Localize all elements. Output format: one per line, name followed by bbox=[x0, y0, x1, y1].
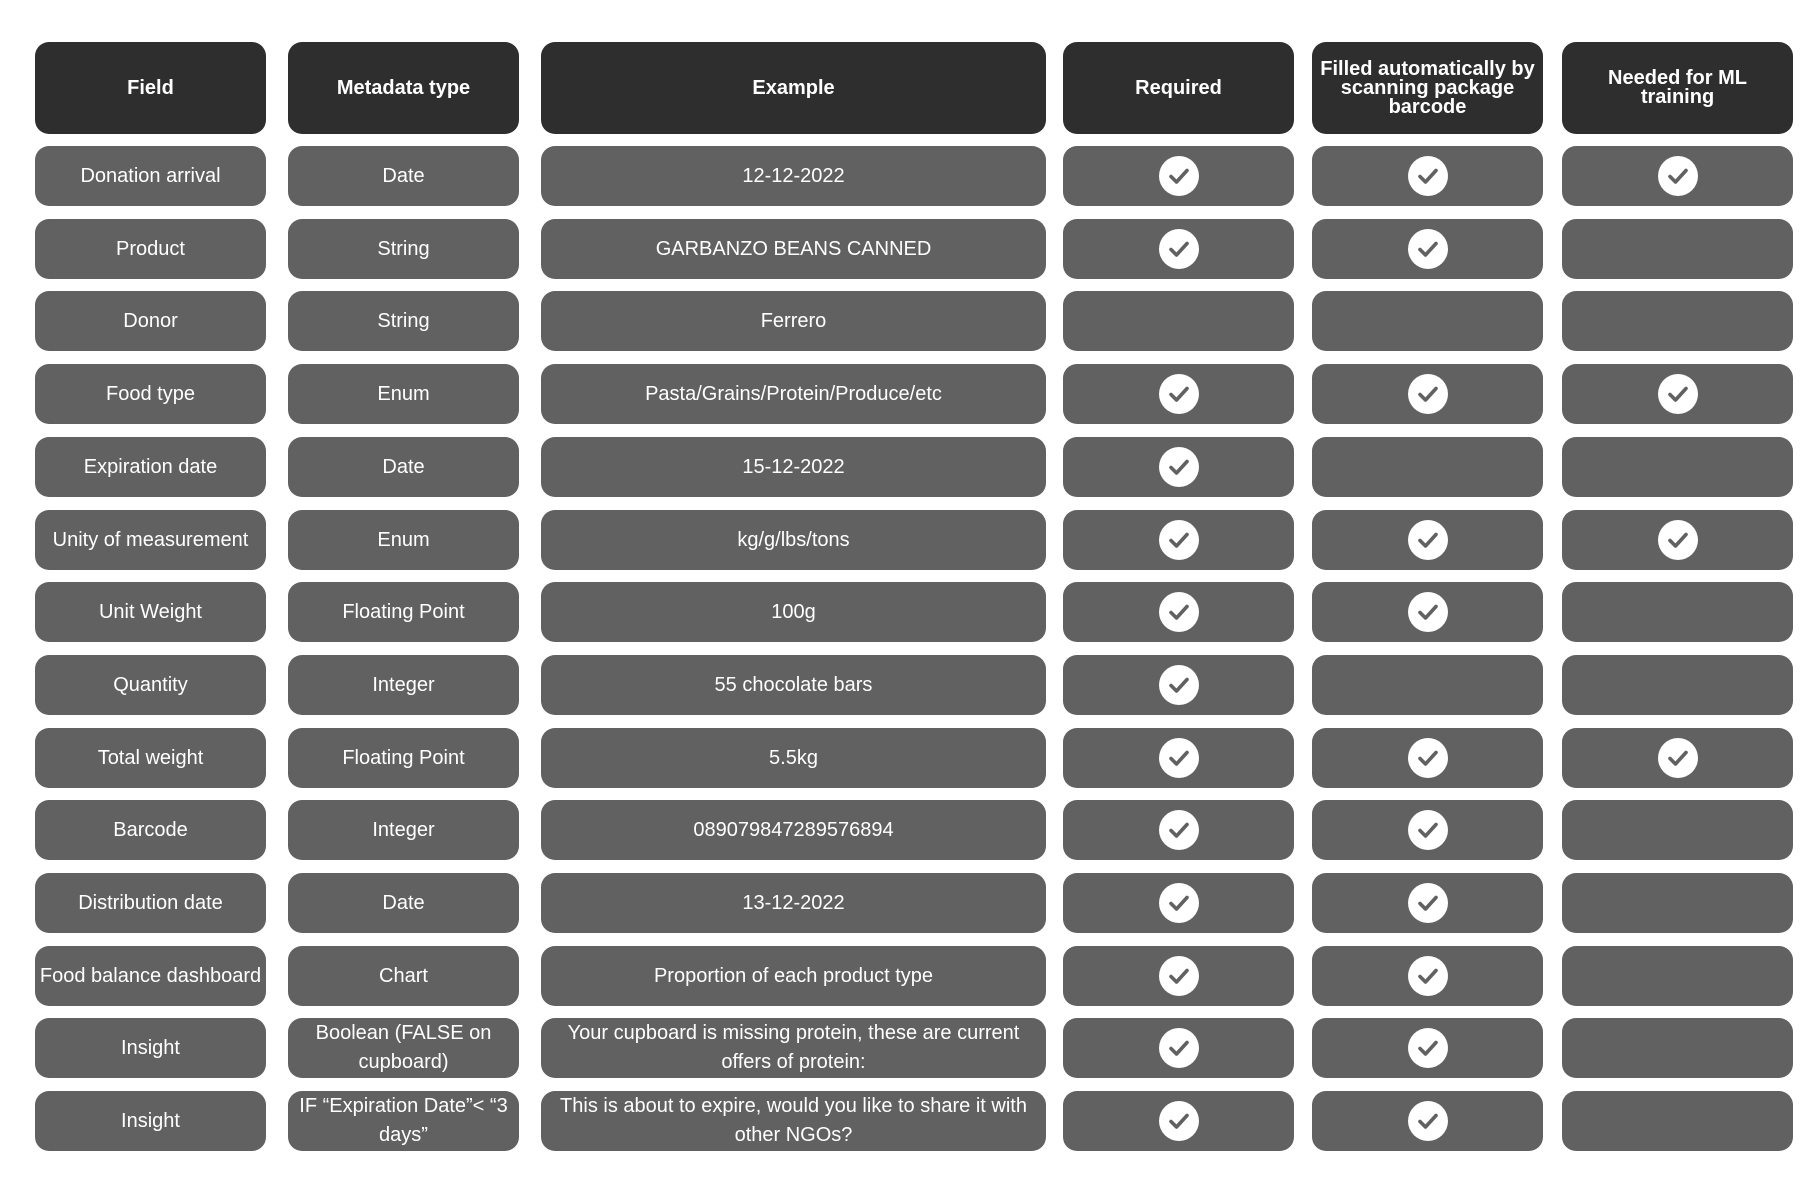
cell-ml-training bbox=[1562, 946, 1793, 1006]
cell-metadata-type: String bbox=[288, 219, 519, 279]
cell-required bbox=[1063, 146, 1294, 206]
cell-example: 12-12-2022 bbox=[541, 146, 1046, 206]
cell-example: Pasta/Grains/Protein/Produce/etc bbox=[541, 364, 1046, 424]
cell-metadata-type: Chart bbox=[288, 946, 519, 1006]
cell-required bbox=[1063, 364, 1294, 424]
check-circle-icon bbox=[1408, 810, 1448, 850]
check-circle-icon bbox=[1159, 1028, 1199, 1068]
header-auto-filled: Filled automatically by scanning package barcode bbox=[1312, 42, 1543, 134]
check-circle-icon bbox=[1408, 592, 1448, 632]
check-circle-icon bbox=[1658, 156, 1698, 196]
cell-metadata-type: Date bbox=[288, 146, 519, 206]
cell-required bbox=[1063, 291, 1294, 351]
cell-metadata-type: Floating Point bbox=[288, 582, 519, 642]
cell-field: Total weight bbox=[35, 728, 266, 788]
cell-ml-training bbox=[1562, 146, 1793, 206]
cell-required bbox=[1063, 946, 1294, 1006]
cell-example: Proportion of each product type bbox=[541, 946, 1046, 1006]
cell-ml-training bbox=[1562, 364, 1793, 424]
cell-auto-filled bbox=[1312, 291, 1543, 351]
header-metadata-type: Metadata type bbox=[288, 42, 519, 134]
cell-example: kg/g/lbs/tons bbox=[541, 510, 1046, 570]
cell-field: Quantity bbox=[35, 655, 266, 715]
cell-ml-training bbox=[1562, 582, 1793, 642]
check-circle-icon bbox=[1408, 374, 1448, 414]
check-circle-icon bbox=[1658, 520, 1698, 560]
check-circle-icon bbox=[1159, 665, 1199, 705]
cell-example: 100g bbox=[541, 582, 1046, 642]
cell-required bbox=[1063, 437, 1294, 497]
cell-metadata-type: Date bbox=[288, 437, 519, 497]
cell-field: Insight bbox=[35, 1018, 266, 1078]
cell-auto-filled bbox=[1312, 946, 1543, 1006]
cell-auto-filled bbox=[1312, 1018, 1543, 1078]
cell-ml-training bbox=[1562, 1091, 1793, 1151]
header-required: Required bbox=[1063, 42, 1294, 134]
cell-field: Insight bbox=[35, 1091, 266, 1151]
check-circle-icon bbox=[1658, 738, 1698, 778]
cell-field: Food type bbox=[35, 364, 266, 424]
check-circle-icon bbox=[1408, 520, 1448, 560]
cell-auto-filled bbox=[1312, 655, 1543, 715]
cell-example: 15-12-2022 bbox=[541, 437, 1046, 497]
cell-ml-training bbox=[1562, 800, 1793, 860]
cell-ml-training bbox=[1562, 655, 1793, 715]
cell-auto-filled bbox=[1312, 873, 1543, 933]
check-circle-icon bbox=[1408, 956, 1448, 996]
cell-auto-filled bbox=[1312, 800, 1543, 860]
cell-ml-training bbox=[1562, 1018, 1793, 1078]
cell-metadata-type: Floating Point bbox=[288, 728, 519, 788]
cell-field: Food balance dashboard bbox=[35, 946, 266, 1006]
check-circle-icon bbox=[1159, 810, 1199, 850]
cell-metadata-type: Integer bbox=[288, 800, 519, 860]
check-circle-icon bbox=[1159, 374, 1199, 414]
cell-ml-training bbox=[1562, 219, 1793, 279]
cell-example: 089079847289576894 bbox=[541, 800, 1046, 860]
cell-ml-training bbox=[1562, 728, 1793, 788]
cell-ml-training bbox=[1562, 510, 1793, 570]
check-circle-icon bbox=[1159, 883, 1199, 923]
cell-example: Your cupboard is missing protein, these are current offers of protein: bbox=[541, 1018, 1046, 1078]
check-circle-icon bbox=[1408, 229, 1448, 269]
check-circle-icon bbox=[1408, 738, 1448, 778]
cell-metadata-type: Integer bbox=[288, 655, 519, 715]
check-circle-icon bbox=[1408, 156, 1448, 196]
cell-auto-filled bbox=[1312, 146, 1543, 206]
check-circle-icon bbox=[1159, 447, 1199, 487]
cell-example: 13-12-2022 bbox=[541, 873, 1046, 933]
cell-field: Unit Weight bbox=[35, 582, 266, 642]
cell-field: Expiration date bbox=[35, 437, 266, 497]
cell-metadata-type: String bbox=[288, 291, 519, 351]
check-circle-icon bbox=[1159, 229, 1199, 269]
cell-metadata-type: Enum bbox=[288, 364, 519, 424]
cell-required bbox=[1063, 1091, 1294, 1151]
cell-required bbox=[1063, 582, 1294, 642]
cell-ml-training bbox=[1562, 873, 1793, 933]
cell-required bbox=[1063, 873, 1294, 933]
cell-required bbox=[1063, 728, 1294, 788]
cell-example: 55 chocolate bars bbox=[541, 655, 1046, 715]
check-circle-icon bbox=[1159, 592, 1199, 632]
cell-example: This is about to expire, would you like to share it with other NGOs? bbox=[541, 1091, 1046, 1151]
cell-metadata-type: Boolean (FALSE on cupboard) bbox=[288, 1018, 519, 1078]
check-circle-icon bbox=[1408, 883, 1448, 923]
cell-ml-training bbox=[1562, 291, 1793, 351]
cell-field: Donor bbox=[35, 291, 266, 351]
cell-required bbox=[1063, 800, 1294, 860]
header-ml-training: Needed for ML training bbox=[1562, 42, 1793, 134]
cell-auto-filled bbox=[1312, 582, 1543, 642]
cell-auto-filled bbox=[1312, 510, 1543, 570]
check-circle-icon bbox=[1159, 520, 1199, 560]
cell-field: Barcode bbox=[35, 800, 266, 860]
cell-required bbox=[1063, 510, 1294, 570]
cell-metadata-type: IF “Expiration Date”< “3 days” bbox=[288, 1091, 519, 1151]
cell-auto-filled bbox=[1312, 437, 1543, 497]
check-circle-icon bbox=[1408, 1101, 1448, 1141]
cell-example: 5.5kg bbox=[541, 728, 1046, 788]
check-circle-icon bbox=[1159, 956, 1199, 996]
check-circle-icon bbox=[1159, 156, 1199, 196]
cell-required bbox=[1063, 219, 1294, 279]
cell-auto-filled bbox=[1312, 1091, 1543, 1151]
cell-field: Product bbox=[35, 219, 266, 279]
check-circle-icon bbox=[1658, 374, 1698, 414]
cell-field: Unity of measurement bbox=[35, 510, 266, 570]
header-field: Field bbox=[35, 42, 266, 134]
cell-required bbox=[1063, 655, 1294, 715]
cell-auto-filled bbox=[1312, 728, 1543, 788]
check-circle-icon bbox=[1159, 738, 1199, 778]
header-example: Example bbox=[541, 42, 1046, 134]
cell-required bbox=[1063, 1018, 1294, 1078]
check-circle-icon bbox=[1159, 1101, 1199, 1141]
check-circle-icon bbox=[1408, 1028, 1448, 1068]
cell-auto-filled bbox=[1312, 219, 1543, 279]
cell-field: Donation arrival bbox=[35, 146, 266, 206]
cell-metadata-type: Date bbox=[288, 873, 519, 933]
cell-metadata-type: Enum bbox=[288, 510, 519, 570]
cell-example: GARBANZO BEANS CANNED bbox=[541, 219, 1046, 279]
cell-example: Ferrero bbox=[541, 291, 1046, 351]
cell-field: Distribution date bbox=[35, 873, 266, 933]
cell-auto-filled bbox=[1312, 364, 1543, 424]
cell-ml-training bbox=[1562, 437, 1793, 497]
